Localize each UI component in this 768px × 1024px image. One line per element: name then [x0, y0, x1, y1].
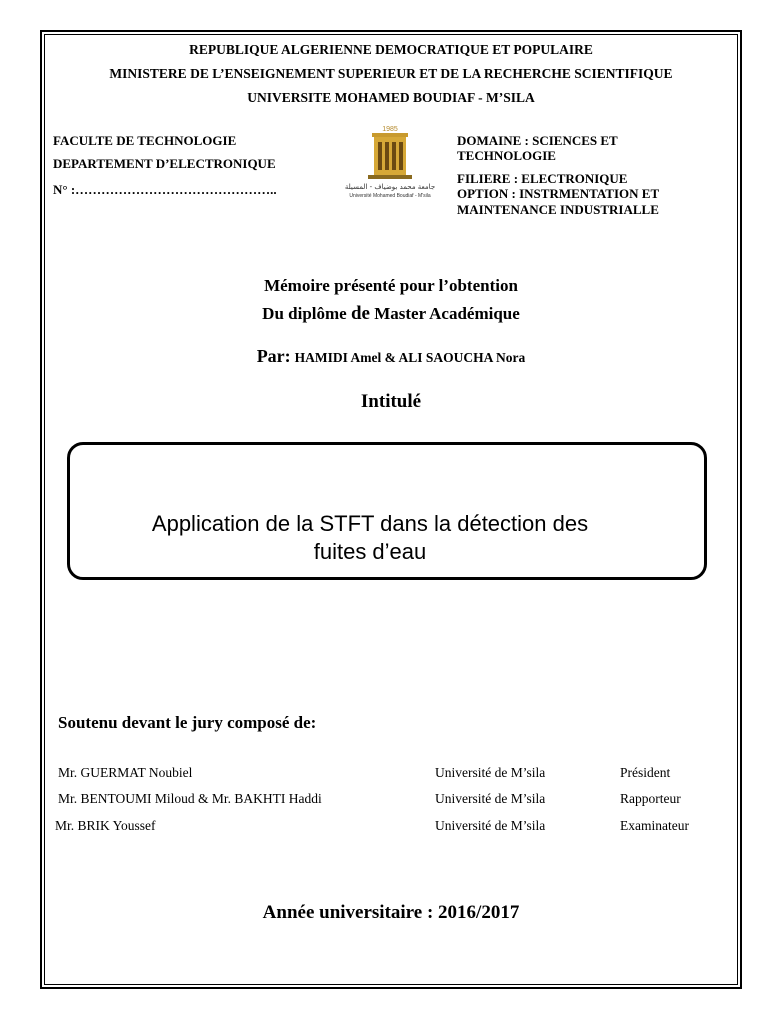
memoire-line2: [44, 303, 738, 325]
domain-line2: TECHNOLOGIE: [457, 148, 556, 163]
academic-year: Année universitaire : 2016/2017: [262, 902, 520, 923]
diploma-type: Master Académique: [374, 304, 520, 323]
memoire-line1: Mémoire présenté pour l’obtention: [264, 276, 518, 295]
domain-line1: DOMAINE : SCIENCES ET: [457, 133, 618, 148]
jury-member-name: Mr. BRIK Youssef: [55, 818, 156, 833]
jury-member-university: Université de M’sila: [435, 765, 546, 780]
jury-member-role: Président: [620, 765, 671, 780]
logo-latin-name: Université Mohamed Boudiaf - M'sila: [349, 193, 431, 199]
diploma-de: de: [350, 303, 370, 324]
logo-arabic-name: جامعة محمد بوضياف - المسيلة: [344, 183, 436, 191]
option-line1: OPTION : INSTRMENTATION ET: [457, 186, 660, 201]
filiere-label: FILIERE : ELECTRONIQUE: [457, 171, 628, 186]
thesis-title-line2: fuites d’eau: [313, 539, 427, 564]
republic-header: REPUBLIQUE ALGERIENNE DEMOCRATIQUE ET POPULAIRE: [189, 42, 593, 57]
authors-line: [44, 346, 738, 367]
intitule-label: Intitulé: [360, 391, 422, 412]
authors-names: HAMIDI Amel & ALI SAOUCHA Nora: [294, 350, 526, 365]
jury-heading: Soutenu devant le jury composé de:: [58, 713, 317, 732]
department-label: DEPARTEMENT D’ELECTRONIQUE: [53, 156, 276, 171]
logo-year: 1985: [382, 126, 398, 133]
thesis-title-line1: Application de la STFT dans la détection des: [151, 511, 589, 536]
jury-member-university: Université de M’sila: [435, 818, 546, 833]
faculty-label: FACULTE DE TECHNOLOGIE: [53, 133, 237, 148]
university-logo: [328, 122, 452, 200]
jury-member-name: Mr. BENTOUMI Miloud & Mr. BAKHTI Haddi: [58, 791, 322, 806]
option-line2: MAINTENANCE INDUSTRIALLE: [457, 202, 659, 217]
thesis-title: [70, 510, 670, 566]
ministry-header: MINISTERE DE L’ENSEIGNEMENT SUPERIEUR ET DE LA RECHERCHE SCIENTIFIQUE: [109, 66, 673, 81]
jury-member-name: Mr. GUERMAT Noubiel: [58, 765, 193, 780]
diploma-label: Du diplôme: [262, 304, 347, 323]
jury-member-role: Examinateur: [620, 818, 689, 833]
jury-member-university: Université de M’sila: [435, 791, 546, 806]
document-number: N° :………………………………………..: [53, 182, 277, 197]
university-header: UNIVERSITE MOHAMED BOUDIAF - M’SILA: [247, 90, 535, 105]
jury-member-role: Rapporteur: [620, 791, 681, 806]
par-label: Par:: [256, 346, 291, 366]
